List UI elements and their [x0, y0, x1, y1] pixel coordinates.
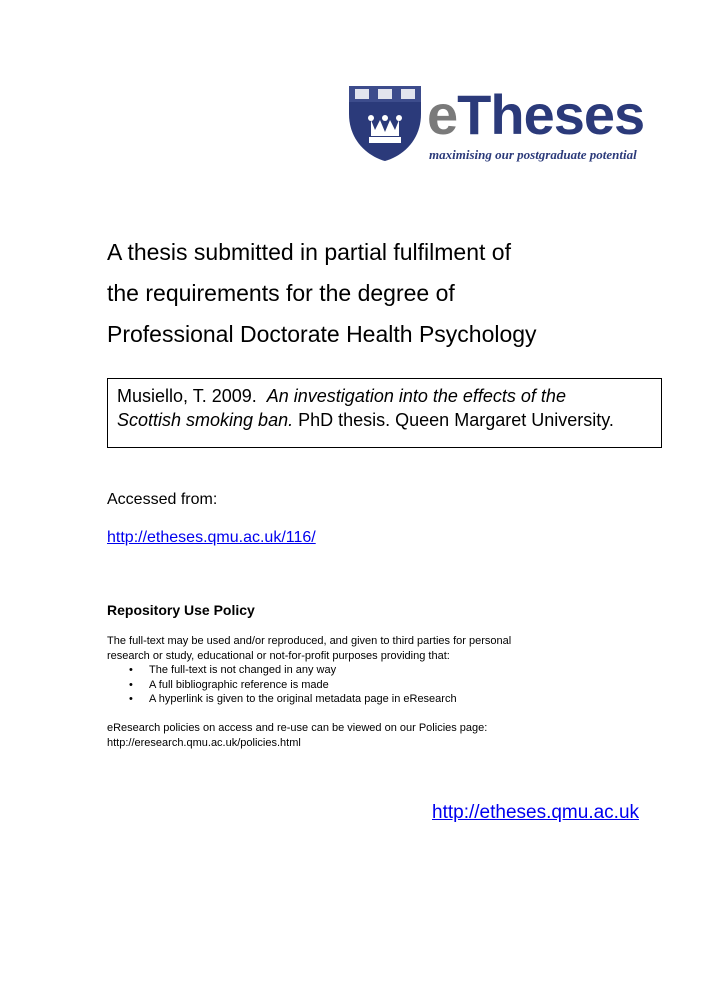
etheses-logo — [347, 84, 667, 164]
citation-line-1 — [117, 384, 652, 408]
policy-intro-line-2: research or study, educational or not-for-profit purposes providing that: — [107, 649, 450, 662]
university-shield-icon — [347, 84, 423, 162]
policy-note-url: http://eresearch.qmu.ac.uk/policies.html — [107, 736, 301, 749]
policy-condition-item: • A hyperlink is given to the original metadata page in eResearch — [149, 692, 627, 707]
thesis-url-link[interactable]: http://etheses.qmu.ac.uk/116/ — [107, 529, 316, 546]
citation-author: Musiello, T. 2009. — [117, 386, 257, 406]
etheses-wordmark — [427, 83, 645, 146]
citation-title-part-1: An investigation into the effects of the — [266, 386, 566, 406]
citation-title-part-2: Scottish smoking ban. — [117, 410, 294, 430]
policy-conditions-list — [107, 663, 627, 707]
policy-condition-item: • The full-text is not changed in any way — [149, 663, 627, 678]
footer-etheses-link[interactable]: http://etheses.qmu.ac.uk — [432, 802, 640, 823]
thesis-statement — [107, 232, 537, 355]
policy-condition-item: • A full bibliographic reference is made — [149, 678, 627, 693]
citation-publication: PhD thesis. Queen Margaret University. — [298, 410, 614, 430]
thesis-statement-line-1: A thesis submitted in partial fulfilment of — [107, 239, 511, 265]
thesis-statement-line-3: Professional Doctorate Health Psychology — [107, 321, 537, 347]
wordmark-theses: Theses — [457, 83, 645, 146]
policy-title: Repository Use Policy — [107, 602, 255, 618]
accessed-from-label: Accessed from: — [107, 491, 218, 508]
citation-box — [107, 378, 662, 448]
thesis-statement-line-2: the requirements for the degree of — [107, 280, 455, 306]
policy-note-line-1: eResearch policies on access and re-use can be viewed on our Policies page: — [107, 721, 488, 734]
logo-tagline: maximising our postgraduate potential — [429, 147, 637, 162]
policy-intro-line-1: The full-text may be used and/or reproduced, and given to third parties for personal — [107, 635, 512, 647]
citation-line-2 — [117, 408, 652, 432]
wordmark-e: e — [427, 83, 458, 146]
policy-body — [107, 634, 627, 750]
